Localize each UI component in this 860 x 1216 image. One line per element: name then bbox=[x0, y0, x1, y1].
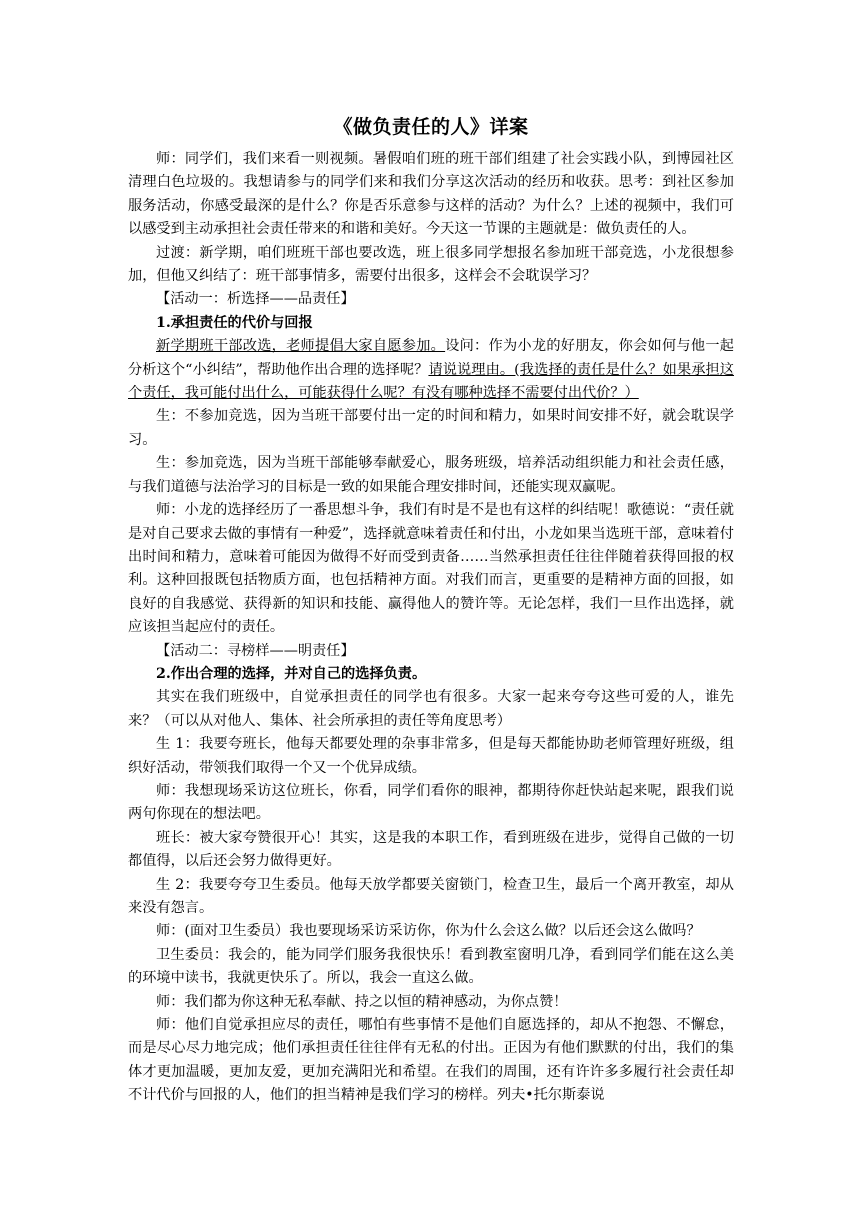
paragraph-praise-intro: 其实在我们班级中，自觉承担责任的同学也有很多。大家一起来夸夸这些可爱的人，谁先来？（可以从对他人、集体、社会所承担的责任等角度思考） bbox=[128, 689, 734, 729]
document-body bbox=[128, 112, 734, 1108]
student-2-praise: 生 2：我要夸夸卫生委员。他每天放学都要关窗锁门，检查卫生，最后一个离开教室，却从来没有怨言。 bbox=[128, 876, 734, 916]
activity-one-heading: 【活动一：析选择——品责任】 bbox=[156, 291, 355, 308]
teacher-summary: 师：小龙的选择经历了一番思想斗争，我们有时是不是也有这样的纠结呢！歌德说：“责任就是对自己要求去做的事情有一种爱”，选择就意味着责任和付出，小龙如果当选班干部，意味着付出时间和精力，意味着可能因为做得不好而受到责备……当然承担责任往往伴随着获得回报的权利。这种回报既包括物质方面，也包括精神方面。对我们而言，更重要的是精神方面的回报，如良好的自我感觉、获得新的知识和技能、赢得他人的赞许等。无论怎样，我们一旦作出选择，就应该担当起应付的责任。 bbox=[128, 502, 734, 636]
hygiene-reply: 卫生委员：我会的，能为同学们服务我很快乐！看到教室窗明几净，看到同学们能在这么美的环境中读书，我就更快乐了。所以，我会一直这么做。 bbox=[128, 946, 734, 987]
question-text: 设问：作为小龙的好朋友，你会如何与他一起分析这个“小纠结”，帮助他作出合理的选择呢？ bbox=[128, 338, 734, 378]
underlined-text-1: 新学期班干部改选，老师提倡大家自愿参加。 bbox=[156, 338, 446, 355]
student-answer-1: 生：不参加竞选，因为当班干部要付出一定的时间和精力，如果时间安排不好，就会耽误学习。 bbox=[128, 408, 734, 448]
activity-two-heading: 【活动二：寻榜样——明责任】 bbox=[156, 642, 355, 659]
teacher-praise: 师：我们都为你这种无私奉献、持之以恒的精神感动，为你点赞！ bbox=[156, 993, 568, 1010]
underlined-text-2: 请说说理由。(我选择的责任是什么？如果承担这个责任，我可能付出什么，可能获得什么呢？有没有哪种选择不需要付出代价？） bbox=[128, 361, 734, 402]
paragraph-intro: 师：同学们，我们来看一则视频。暑假咱们班的班干部们组建了社会实践小队，到博园社区清理白色垃圾的。我想请参与的同学们来和我们分享这次活动的经历和收获。思考：到社区参加服务活动，你感受最深的是什么？你是否乐意参与这样的活动？为什么？上述的视频中，我们可以感受到主动承担社会责任带来的和谐和美好。今天这一节课的主题就是：做负责任的人。 bbox=[128, 151, 734, 238]
teacher-interview-1: 师：我想现场采访这位班长，你看，同学们看你的眼神，都期待你赶快站起来呢，跟我们说两句你现在的想法吧。 bbox=[128, 782, 734, 823]
teacher-interview-2: 师：(面对卫生委员）我也要现场采访采访你，你为什么会这么做？以后还会这么做吗？ bbox=[156, 923, 701, 940]
student-answer-2: 生：参加竞选，因为当班干部能够奉献爱心，服务班级，培养活动组织能力和社会责任感，与我们道德与法治学习的目标是一致的如果能合理安排时间，还能实现双赢呢。 bbox=[128, 455, 734, 495]
section-1-heading: 1.承担责任的代价与回报 bbox=[156, 314, 313, 331]
student-1-praise: 生 1：我要夸班长，他每天都要处理的杂事非常多，但是每天都能协助老师管理好班级，组织好活动，带领我们取得一个又一个优异成绩。 bbox=[128, 736, 734, 776]
monitor-reply: 班长：被大家夸赞很开心！其实，这是我的本职工作，看到班级在进步，觉得自己做的一切都值得，以后还会努力做得更好。 bbox=[128, 829, 734, 870]
section-2-heading: 2.作出合理的选择，并对自己的选择负责。 bbox=[156, 665, 427, 682]
paragraph-question bbox=[128, 335, 734, 405]
paragraph-transition: 过渡：新学期，咱们班班干部也要改选，班上很多同学想报名参加班干部竞选，小龙很想参加，但他又纠结了：班干部事情多，需要付出很多，这样会不会耽误学习？ bbox=[128, 244, 734, 285]
document-title: 《做负责任的人》详案 bbox=[333, 116, 529, 138]
teacher-conclusion: 师：他们自觉承担应尽的责任，哪怕有些事情不是他们自愿选择的，却从不抱怨、不懈怠，而是尽心尽力地完成；他们承担责任往往伴有无私的付出。正因为有他们默默的付出，我们的集体才更加温暖，更加友爱，更加充满阳光和希望。在我们的周围，还有许许多多履行社会责任却不计代价与回报的人，他们的担当精神是我们学习的榜样。列夫•托尔斯泰说 bbox=[128, 1017, 734, 1104]
